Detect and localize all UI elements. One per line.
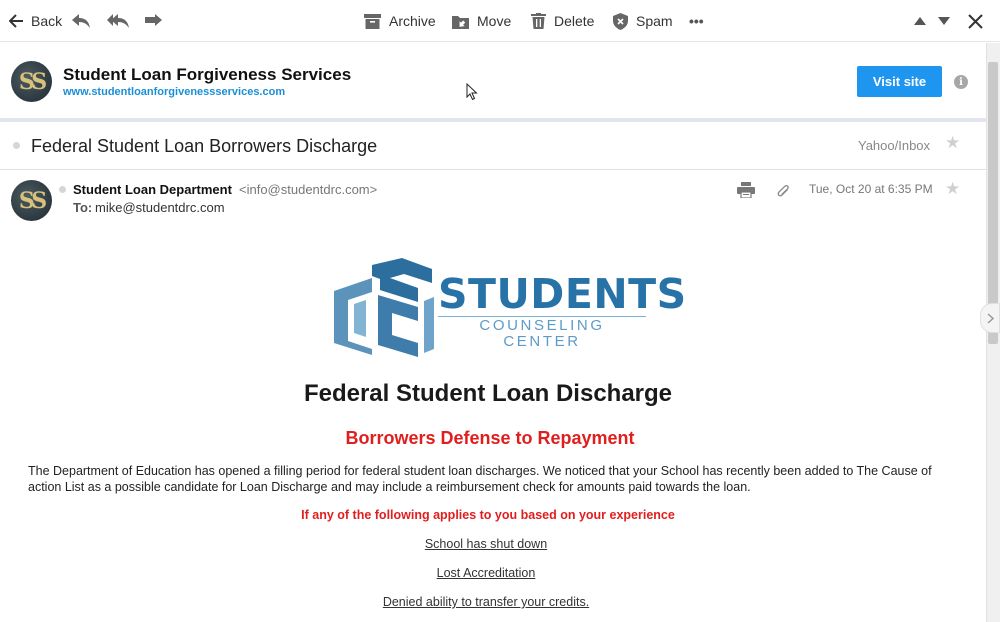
logo-wordmark: STUDENTS bbox=[438, 270, 687, 318]
back-button[interactable] bbox=[9, 0, 62, 42]
caret-down-icon bbox=[938, 17, 950, 25]
close-button[interactable] bbox=[968, 0, 983, 42]
arrow-left-icon bbox=[9, 14, 24, 28]
link-lost-accreditation[interactable] bbox=[0, 566, 972, 580]
folder-move-icon bbox=[452, 14, 469, 29]
applies-line: If any of the following applies to you based on your experience bbox=[301, 508, 675, 522]
reply-button[interactable] bbox=[71, 0, 91, 42]
back-label: Back bbox=[31, 13, 63, 29]
info-icon[interactable]: i bbox=[954, 75, 968, 89]
previous-message-button[interactable] bbox=[914, 0, 926, 42]
forward-icon bbox=[144, 13, 163, 29]
reply-all-button[interactable] bbox=[106, 0, 130, 42]
to-label: To: bbox=[73, 200, 93, 215]
move-button[interactable] bbox=[452, 0, 511, 42]
trash-icon bbox=[531, 13, 546, 29]
mouse-cursor-icon bbox=[466, 83, 478, 101]
close-icon bbox=[968, 14, 983, 29]
next-message-button[interactable] bbox=[938, 0, 950, 42]
link-school-shut-down[interactable] bbox=[0, 537, 972, 551]
email-subject: Federal Student Loan Borrowers Discharge bbox=[31, 136, 378, 156]
banner-sender-url[interactable]: www.studentloanforgivenessservices.com bbox=[63, 86, 286, 98]
move-label: Move bbox=[477, 13, 512, 29]
from-email[interactable]: <info@studentdrc.com> bbox=[239, 182, 378, 197]
link-text[interactable]: School has shut down bbox=[424, 537, 548, 551]
archive-button[interactable] bbox=[364, 0, 436, 42]
reply-icon bbox=[71, 13, 91, 29]
unread-dot-icon[interactable] bbox=[13, 142, 20, 149]
to-value[interactable]: mike@studentdrc.com bbox=[95, 200, 225, 215]
more-icon: ••• bbox=[689, 13, 704, 29]
message-avatar-monogram: SS bbox=[18, 187, 45, 214]
more-button[interactable] bbox=[689, 0, 704, 42]
avatar-monogram: SS bbox=[18, 68, 45, 95]
archive-label: Archive bbox=[389, 13, 436, 29]
star-icon[interactable]: ★ bbox=[945, 133, 961, 152]
link-denied-credits[interactable] bbox=[0, 595, 972, 609]
caret-up-icon bbox=[914, 17, 926, 25]
reply-all-icon bbox=[106, 13, 130, 29]
message-date: Tue, Oct 20 at 6:35 PM bbox=[809, 182, 933, 196]
paperclip-icon[interactable] bbox=[776, 183, 790, 198]
sender-avatar bbox=[11, 61, 52, 102]
delete-button[interactable] bbox=[531, 0, 594, 42]
folder-label[interactable]: Yahoo/Inbox bbox=[858, 138, 931, 153]
scrollbar-thumb[interactable] bbox=[988, 62, 998, 344]
message-sender-avatar bbox=[11, 180, 52, 221]
forward-button[interactable] bbox=[144, 0, 163, 42]
shield-icon bbox=[613, 13, 628, 30]
link-text[interactable]: Denied ability to transfer your credits. bbox=[382, 595, 590, 609]
printer-icon[interactable] bbox=[737, 182, 755, 198]
spam-button[interactable] bbox=[613, 0, 673, 42]
message-unread-dot-icon[interactable] bbox=[59, 186, 66, 193]
link-text[interactable]: Lost Accreditation bbox=[436, 566, 536, 580]
visit-site-button[interactable]: Visit site bbox=[857, 66, 942, 97]
delete-label: Delete bbox=[554, 13, 595, 29]
toolbar bbox=[0, 0, 1000, 42]
email-subheading: Borrowers Defense to Repayment bbox=[345, 428, 635, 448]
email-heading: Federal Student Loan Discharge bbox=[303, 380, 673, 407]
chevron-right-icon bbox=[987, 313, 994, 324]
banner-sender-name: Student Loan Forgiveness Services bbox=[63, 65, 352, 84]
message-star-icon[interactable]: ★ bbox=[945, 179, 961, 198]
logo-subtitle: COUNSELING CENTER bbox=[438, 316, 646, 350]
side-panel-handle[interactable] bbox=[980, 303, 1000, 333]
from-name[interactable]: Student Loan Department bbox=[73, 182, 232, 197]
archive-icon bbox=[364, 14, 381, 29]
spam-label: Spam bbox=[636, 13, 673, 29]
email-paragraph: The Department of Education has opened a filling period for federal student loan discharges. We noticed that your School has recently been added to The Cause of action List as a possible candidate for Loan Discharge and may include a reimbursement check for amounts paid towards the loan. bbox=[28, 464, 932, 494]
